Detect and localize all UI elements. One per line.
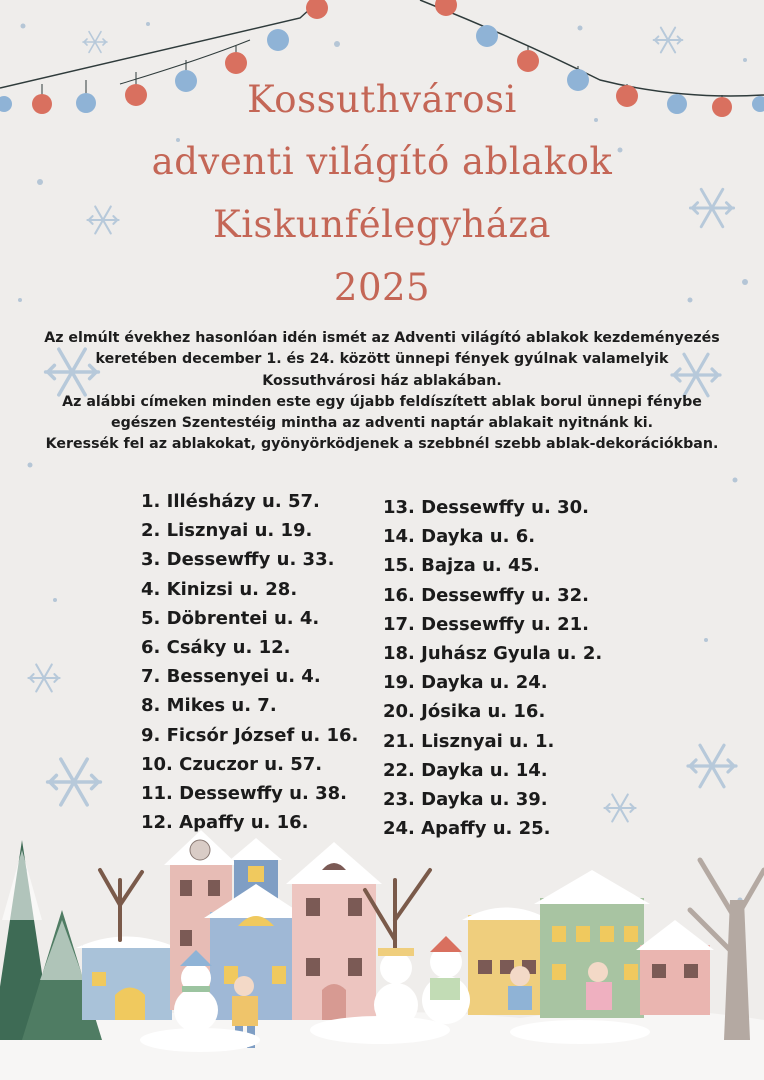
list-item: 23. Dayka u. 39. — [383, 789, 548, 811]
intro-line: Az elmúlt évekhez hasonlóan idén ismét az Adventi világító ablakok kezdeményezés — [44, 330, 720, 346]
intro-line: Kossuthvárosi ház ablakában. — [262, 372, 502, 389]
title-year: 2025 — [333, 266, 431, 309]
list-item: 18. Juhász Gyula u. 2. — [383, 643, 603, 665]
list-item: 7. Bessenyei u. 4. — [141, 666, 321, 688]
list-item: 19. Dayka u. 24. — [383, 672, 548, 694]
list-item: 14. Dayka u. 6. — [383, 526, 536, 548]
list-item: 9. Ficsór József u. 16. — [141, 724, 359, 746]
list-item: 24. Apaffy u. 25. — [383, 818, 551, 840]
list-item: 13. Dessewffy u. 30. — [383, 497, 589, 518]
list-item: 16. Dessewffy u. 32. — [383, 584, 589, 606]
title-line-3: Kiskunfélegyháza — [213, 203, 551, 246]
intro-line: Keressék fel az ablakokat, gyönyörködjenek a szebbnél szebb ablak-dekorációkban. — [45, 436, 719, 453]
list-item: 4. Kinizsi u. 28. — [141, 578, 298, 600]
intro-text — [30, 328, 734, 456]
list-item: 6. Csáky u. 12. — [141, 637, 291, 659]
list-item: 10. Czuczor u. 57. — [141, 753, 323, 775]
list-item: 8. Mikes u. 7. — [141, 695, 277, 717]
list-item: 21. Lisznyai u. 1. — [383, 730, 555, 752]
list-item: 11. Dessewffy u. 38. — [141, 783, 347, 805]
list-item: 20. Jósika u. 16. — [383, 701, 546, 723]
list-item: 3. Dessewffy u. 33. — [141, 549, 335, 571]
list-item: 15. Bajza u. 45. — [383, 555, 540, 577]
winter-village-illustration — [0, 830, 764, 1080]
list-item: 12. Apaffy u. 16. — [141, 812, 309, 834]
list-item: 2. Lisznyai u. 19. — [141, 520, 313, 542]
title-line-1: Kossuthvárosi — [247, 78, 517, 121]
list-item: 5. Döbrentei u. 4. — [141, 607, 320, 629]
address-list-right — [383, 493, 602, 843]
list-item: 1. Illésházy u. 57. — [141, 491, 320, 512]
intro-line: Az alábbi címeken minden este egy újabb feldíszített ablak borul ünnepi fénybe — [62, 393, 702, 410]
intro-line: egészen Szentestéig mintha az adventi naptár ablakait nyitnánk ki. — [110, 415, 654, 432]
list-item: 22. Dayka u. 14. — [383, 759, 548, 781]
address-list-left — [141, 487, 358, 837]
title-line-2: adventi világító ablakok — [151, 140, 613, 183]
list-item: 17. Dessewffy u. 21. — [383, 613, 589, 635]
intro-line: keretében december 1. és 24. között ünnepi fények gyúlnak valamelyik — [95, 351, 669, 368]
